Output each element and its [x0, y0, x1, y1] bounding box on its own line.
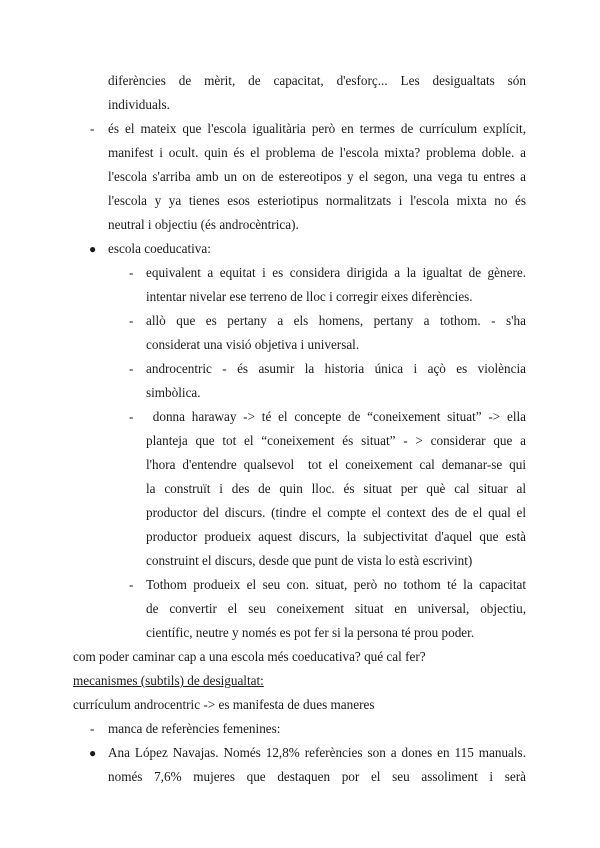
- subitem-line: de convertir el seu coneixement situat en universal, objectiu,: [146, 601, 526, 616]
- subitem-line: productor produeix aquest discurs, la subjectivitat d'aquel que està: [146, 529, 526, 544]
- paragraph-line: individuals.: [108, 97, 170, 112]
- subitem-line: considerat una visió objetiva i universal.: [146, 337, 360, 352]
- list-item-line: Ana López Navajas. Només 12,8% referències son a dones en 115 manuals.: [108, 745, 526, 760]
- subitem-line: productor del discurs. (tindre el compte el context des de el qual el: [146, 505, 526, 520]
- section-heading: mecanismes (subtils) de desigualtat:: [73, 673, 264, 688]
- list-item-line: neutral i objectiu (és androcèntrica).: [108, 217, 299, 232]
- list-item-line: manifest i ocult. quin és el problema de l'escola mixta? problema doble. a: [108, 145, 526, 160]
- subitem-line: intentar nivelar ese terreno de lloc i corregir eixes diferències.: [146, 289, 473, 304]
- round-bullet: ●: [89, 242, 97, 256]
- subitem-line: allò que es pertany a els homens, pertany a tothom. - s'ha: [146, 313, 526, 328]
- dash-bullet: -: [129, 577, 134, 592]
- paragraph-line: currículum androcentric -> es manifesta de dues maneres: [73, 697, 375, 712]
- question-line: com poder caminar cap a una escola més coeducativa? qué cal fer?: [73, 649, 426, 664]
- dash-bullet: -: [129, 361, 134, 376]
- dash-bullet: -: [90, 121, 95, 136]
- subitem-line: androcentric - és asumir la historia única i açò es violència: [146, 361, 526, 376]
- subitem-line: equivalent a equitat i es considera dirigida a la igualtat de gènere.: [146, 265, 526, 280]
- dash-bullet: -: [129, 313, 134, 328]
- list-item-title: escola coeducativa:: [108, 241, 211, 256]
- paragraph-line: diferències de mèrit, de capacitat, d'esforç... Les desigualtats són: [108, 73, 526, 88]
- list-item-line: l'escola y ya tienes esos esteriotipus normalitzats i l'escola mixta no és: [108, 193, 526, 208]
- list-item-line: l'escola s'arriba amb un on de estereotipos y el segon, una vega tu entres a: [108, 169, 526, 184]
- subitem-line: la construït i des de quin lloc. és situat per què cal situar al: [146, 481, 526, 496]
- subitem-line: planteja que tot el “coneixement és situat” - > considerar que a: [146, 433, 526, 448]
- round-bullet: ●: [89, 746, 97, 760]
- dash-bullet: -: [90, 721, 95, 736]
- list-item-line: és el mateix que l'escola igualitària però en termes de currículum explícit,: [108, 121, 526, 136]
- subitem-line: Tothom produeix el seu con. situat, però no tothom té la capacitat: [146, 577, 526, 592]
- dash-bullet: -: [129, 409, 134, 424]
- list-item-line: només 7,6% mujeres que destaquen por el seu assoliment i serà: [108, 769, 526, 784]
- dash-bullet: -: [129, 265, 134, 280]
- subitem-line: l'hora d'entendre qualsevol tot el coneixement cal demanar-se qui: [146, 457, 526, 472]
- subitem-line: científic, neutre y només es pot fer si la persona té prou poder.: [146, 625, 475, 640]
- subitem-line: construint el discurs, desde que punt de vista lo està escrivint): [146, 553, 473, 568]
- list-item-line: manca de referències femenines:: [108, 721, 281, 736]
- subitem-line: donna haraway -> té el concepte de “coneixement situat” -> ella: [146, 409, 526, 424]
- subitem-line: simbòlica.: [146, 385, 201, 400]
